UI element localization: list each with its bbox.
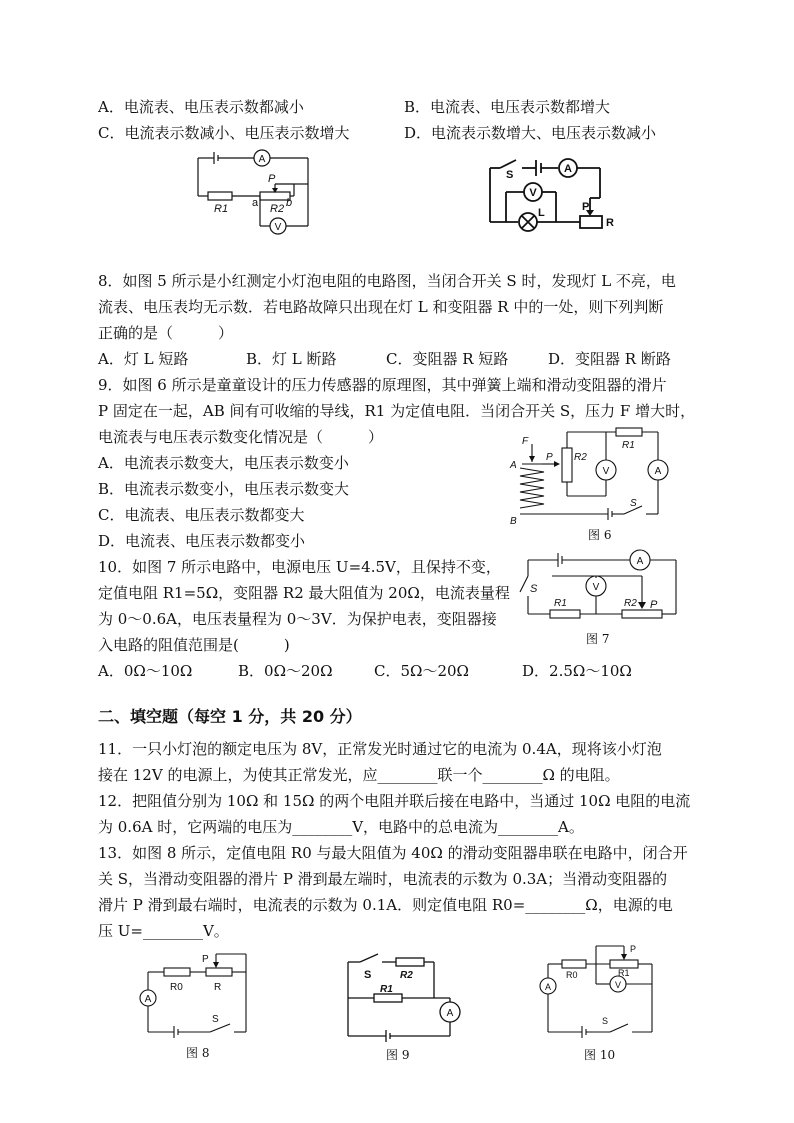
q13-line-2: 关 S，当滑动变阻器的滑片 P 滑到最左端时，电流表的示数为 0.3A；当滑动变阻器的 [98, 870, 668, 888]
fig9-caption: 图 9 [386, 1048, 410, 1062]
fig8-switch-label: S [212, 1014, 219, 1025]
fig4-b-label: b [286, 197, 293, 209]
q8-option-a: A．灯 L 短路 [98, 350, 189, 368]
q8-option-d: D．变阻器 R 断路 [548, 350, 671, 368]
q8-line-1: 8．如图 5 所示是小红测定小灯泡电阻的电路图，当闭合开关 S 时，发现灯 L 不亮，电 [98, 272, 676, 290]
q9-line-2: P 固定在一起，AB 间有可收缩的导线，R1 为定值电阻．当闭合开关 S，压力 F 增大时， [98, 402, 696, 420]
fig8-r0-label: R0 [170, 982, 183, 993]
q9-option-c: C．电流表、电压表示数都变大 [98, 506, 305, 524]
fig10-caption: 图 10 [584, 1048, 616, 1062]
q7-option-b: B．电流表、电压表示数都增大 [404, 98, 611, 116]
fig8-ammeter-label: A [144, 994, 152, 1005]
q10-option-a: A．0Ω～10Ω [98, 662, 193, 680]
fig10-slider-label: P [630, 944, 637, 954]
fig5-switch-label: S [506, 169, 514, 181]
q12-line-1: 12．把阻值分别为 10Ω 和 15Ω 的两个电阻并联后接在电路中，当通过 10Ω 电阻的电流 [98, 792, 691, 810]
fig6-voltmeter-label: V [602, 466, 610, 477]
q8-line-2: 流表、电压表均无示数．若电路故障只出现在灯 L 和变阻器 R 中的一处，则下列判断 [98, 298, 664, 316]
fig8-caption: 图 8 [186, 1046, 210, 1060]
fig6-r2-label: R2 [574, 452, 587, 463]
q13-line-3: 滑片 P 滑到最右端时，电流表的示数为 0.1A．则定值电阻 R0=________Ω，电源的电 [98, 896, 673, 914]
fig4-voltmeter-label: V [274, 222, 282, 233]
fig5-lamp-label: L [538, 207, 545, 219]
fig6-ammeter-label: A [654, 466, 662, 477]
fig5-ammeter-label: A [564, 163, 572, 175]
q10-line-1: 10．如图 7 所示电路中，电源电压 U=4.5V，且保持不变， [98, 558, 501, 576]
fig7-r2-label: R2 [624, 598, 637, 609]
q10-line-2: 定值电阻 R1=5Ω，变阻器 R2 最大阻值为 20Ω，电流表量程 [98, 584, 510, 602]
q7-option-a: A．电流表、电压表示数都减小 [98, 98, 304, 116]
fig6-force-label: F [522, 436, 529, 447]
circuit-figure-6 [508, 424, 686, 526]
fig10-r0-label: R0 [566, 970, 578, 980]
q13-line-1: 13．如图 8 所示，定值电阻 R0 与最大阻值为 40Ω 的滑动变阻器串联在电路中，闭合开 [98, 844, 688, 862]
fig6-a-label: A [510, 460, 517, 471]
circuit-figure-8 [134, 950, 254, 1040]
q9-option-a: A．电流表示数变大，电压表示数变小 [98, 454, 349, 472]
fig10-switch-label: S [602, 1016, 609, 1026]
fig10-ammeter-label: A [544, 982, 552, 992]
fig8-slider-label: P [202, 954, 209, 965]
q11-line-1: 11．一只小灯泡的额定电压为 8V，正常发光时通过它的电流为 0.4A，现将该小灯泡 [98, 740, 662, 758]
q13-line-4: 压 U=________V。 [98, 922, 229, 940]
fig9-r2-label: R2 [400, 970, 413, 981]
q7-option-d: D．电流表示数增大、电压表示数减小 [404, 124, 657, 142]
q9-line-3: 电流表与电压表示数变化情况是（ ） [98, 428, 384, 446]
fig7-caption: 图 7 [586, 632, 610, 646]
circuit-figure-4 [190, 148, 320, 236]
q7-option-c: C．电流表示数减小、电压表示数增大 [98, 124, 350, 142]
fig4-r2-label: R2 [270, 203, 285, 215]
fig9-ammeter-label: A [446, 1008, 454, 1019]
fig6-r1-label: R1 [622, 440, 635, 451]
q10-line-3: 为 0～0.6A，电压表量程为 0～3V．为保护电表，变阻器接 [98, 610, 497, 628]
fig6-switch-label: S [630, 498, 637, 509]
fig4-a-label: a [252, 197, 259, 209]
fig6-slider-label: P [546, 452, 553, 463]
q8-line-3: 正确的是（ ） [98, 324, 234, 342]
fig4-r1-label: R1 [214, 203, 229, 215]
fig5-slider-label: P [582, 201, 590, 213]
circuit-figure-7 [512, 548, 684, 628]
fig7-voltmeter-label: V [592, 582, 600, 593]
q9-line-1: 9．如图 6 所示是童童设计的压力传感器的原理图，其中弹簧上端和滑动变阻器的滑片 [98, 376, 667, 394]
fig4-slider-label: P [268, 173, 276, 185]
circuit-figure-9 [338, 950, 468, 1042]
fig10-voltmeter-label: V [614, 980, 622, 990]
q11-line-2: 接在 12V 的电源上，为使其正常发光，应________联一个________Ω 的电阻。 [98, 766, 620, 784]
fig4-ammeter-label: A [258, 154, 266, 165]
fig10-r1-label: R1 [618, 968, 630, 978]
q9-option-d: D．电流表、电压表示数都变小 [98, 532, 306, 550]
fig7-r1-label: R1 [554, 598, 567, 609]
fig6-caption: 图 6 [588, 528, 612, 542]
fig8-r-label: R [214, 982, 222, 993]
fig7-slider-label: P [650, 599, 658, 611]
fig7-switch-label: S [530, 583, 538, 595]
q10-option-c: C．5Ω～20Ω [374, 662, 469, 680]
fig5-voltmeter-label: V [529, 187, 537, 199]
q12-line-2: 为 0.6A 时，它两端的电压为________V，电路中的总电流为________A。 [98, 818, 584, 836]
fig9-r1-label: R1 [380, 984, 393, 995]
fig7-ammeter-label: A [636, 556, 644, 567]
q8-option-b: B．灯 L 断路 [246, 350, 337, 368]
circuit-figure-5 [482, 152, 622, 232]
q10-option-d: D．2.5Ω～10Ω [522, 662, 632, 680]
fig6-b-label: B [510, 516, 517, 526]
q10-option-b: B．0Ω～20Ω [238, 662, 333, 680]
q10-line-4: 入电路的阻值范围是( ) [98, 636, 290, 654]
section-heading-fill-blank: 二、填空题（每空 1 分，共 20 分） [98, 707, 362, 726]
q8-option-c: C．变阻器 R 短路 [386, 350, 509, 368]
fig5-rheostat-label: R [606, 217, 614, 229]
fig9-switch-label: S [364, 969, 372, 981]
q9-option-b: B．电流表示数变小，电压表示数变大 [98, 480, 350, 498]
circuit-figure-10 [538, 942, 662, 1038]
